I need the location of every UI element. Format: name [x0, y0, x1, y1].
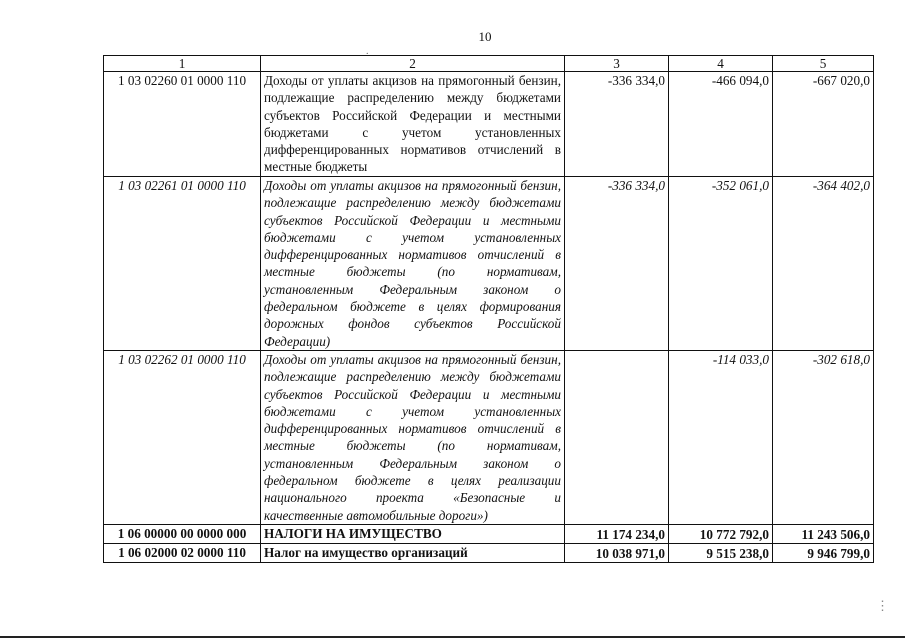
- margin-mark: ⋮: [876, 598, 889, 613]
- table-row: [104, 544, 874, 563]
- value-col4: -466 094,0: [669, 72, 773, 177]
- value-col4: -114 033,0: [669, 351, 773, 525]
- revenue-table: [103, 55, 874, 563]
- value-col3: 10 038 971,0: [565, 544, 669, 563]
- table-row: [104, 177, 874, 351]
- value-col3: -336 334,0: [565, 72, 669, 177]
- budget-code: 1 06 00000 00 0000 000: [104, 525, 261, 544]
- page-bottom-edge: [0, 636, 905, 638]
- table-row: [104, 351, 874, 525]
- page-number: 10: [478, 29, 492, 44]
- budget-code: 1 06 02000 02 0000 110: [104, 544, 261, 563]
- column-header: 3: [565, 56, 669, 72]
- column-header: 4: [669, 56, 773, 72]
- table-header-row: [104, 56, 874, 72]
- revenue-description: Доходы от уплаты акцизов на прямогонный бензин, подлежащие распределению между бюджетами субъектов Российской Федерации и местными бюджетами с учетом установленных дифференцированных нормативов отчислений в местные бюджеты (по нормативам, установленным Федеральным законом о федеральном бюджете в целях формирования дорожных фондов субъектов Российской Федерации): [261, 177, 565, 351]
- revenue-description: НАЛОГИ НА ИМУЩЕСТВО: [261, 525, 565, 544]
- value-col5: 9 946 799,0: [773, 544, 874, 563]
- value-col4: 10 772 792,0: [669, 525, 773, 544]
- column-header: 1: [104, 56, 261, 72]
- value-col3: -336 334,0: [565, 177, 669, 351]
- table-row: [104, 72, 874, 177]
- revenue-description: Доходы от уплаты акцизов на прямогонный бензин, подлежащие распределению между бюджетами субъектов Российской Федерации и местными бюджетами с учетом установленных дифференцированных нормативов отчислений в местные бюджеты (по нормативам, установленным Федеральным законом о федеральном бюджете в целях реализации национального проекта «Безопасные и качественные автомобильные дороги»): [261, 351, 565, 525]
- value-col5: -364 402,0: [773, 177, 874, 351]
- budget-code: 1 03 02260 01 0000 110: [104, 72, 261, 177]
- revenue-description: Налог на имущество организаций: [261, 544, 565, 563]
- value-col3: 11 174 234,0: [565, 525, 669, 544]
- value-col5: -667 020,0: [773, 72, 874, 177]
- value-col5: -302 618,0: [773, 351, 874, 525]
- value-col5: 11 243 506,0: [773, 525, 874, 544]
- value-col4: -352 061,0: [669, 177, 773, 351]
- column-header: 5: [773, 56, 874, 72]
- column-header: 2: [261, 56, 565, 72]
- budget-code: 1 03 02261 01 0000 110: [104, 177, 261, 351]
- table-row: [104, 525, 874, 544]
- value-col3: [565, 351, 669, 525]
- scan-artifact: .: [366, 46, 369, 57]
- budget-code: 1 03 02262 01 0000 110: [104, 351, 261, 525]
- value-col4: 9 515 238,0: [669, 544, 773, 563]
- revenue-description: Доходы от уплаты акцизов на прямогонный бензин, подлежащие распределению между бюджетами субъектов Российской Федерации и местными бюджетами с учетом установленных дифференцированных нормативов отчислений в местные бюджеты: [261, 72, 565, 177]
